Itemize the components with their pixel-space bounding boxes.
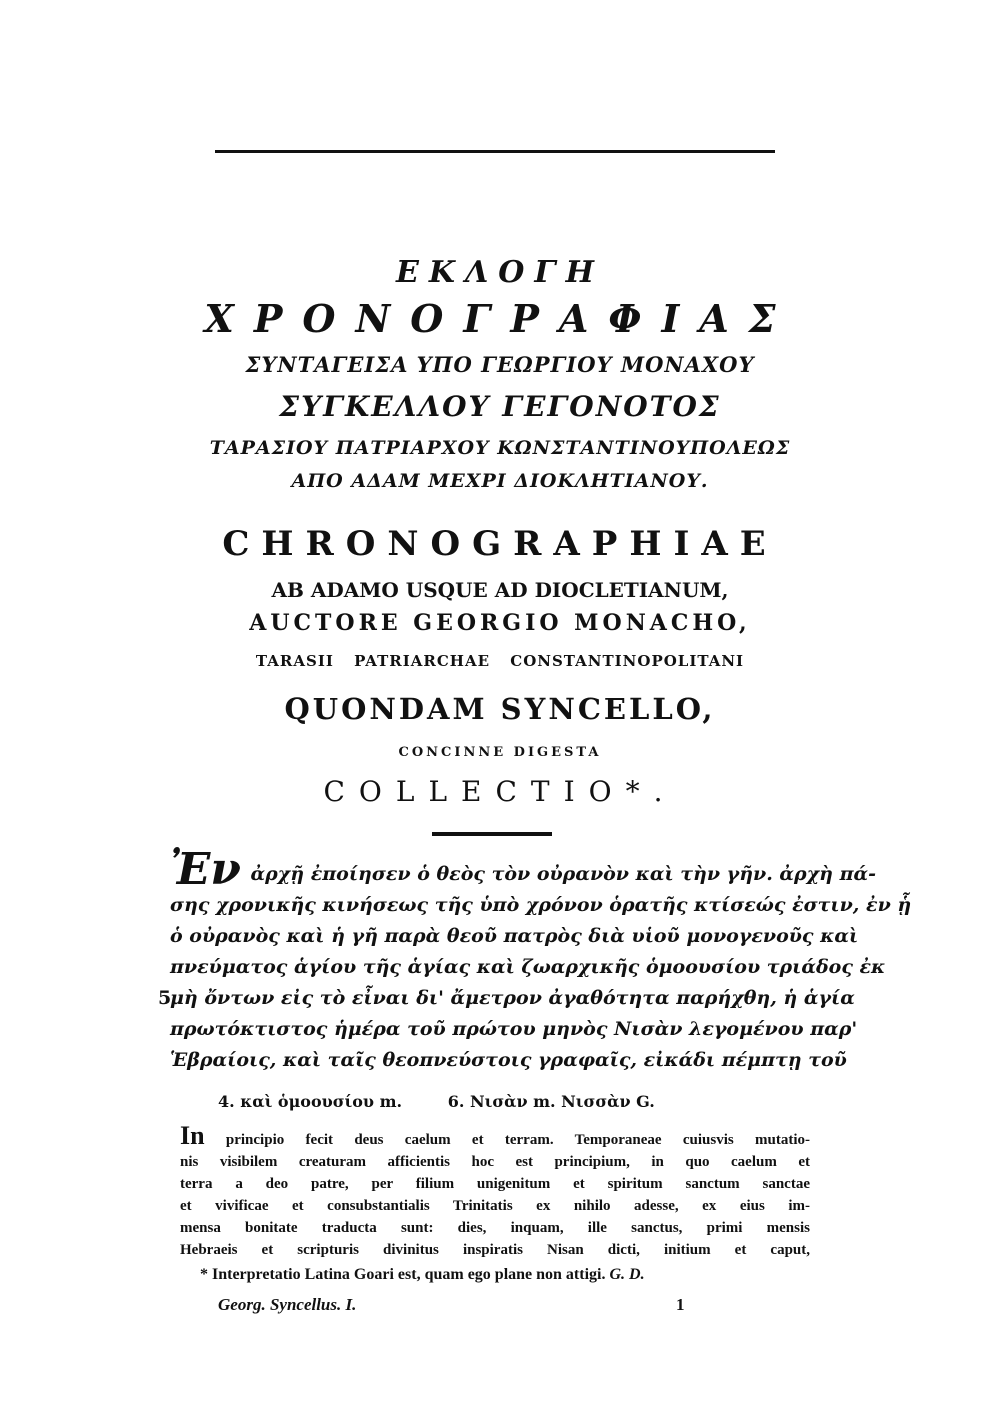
footnote-text: * Interpretatio Latina Goari est, quam ego plane non attigi. [200,1266,606,1283]
latin-subtitle-ab-adamo: AB ADAMO USQUE AD DIOCLETIANUM, [271,578,729,602]
latin-text-line [180,1151,810,1173]
greek-line-3: ὁ οὐρανὸς καὶ ἡ γῆ παρὰ θεοῦ πατρὸς διὰ υἱοῦ μονογενοῦς καὶ [170,925,859,947]
greek-line-4: πνεύματος ἁγίου τῆς ἁγίας καὶ ζωαρχικῆς ὁμοουσίου τριάδος ἐκ [170,956,886,978]
apparatus-note-2: 6. Νισὰν m. Νισσὰν G. [447,1092,655,1111]
latin-line-2: nis visibilem creaturam afficientis hoc est principium, in quo caelum et [180,1154,810,1170]
latin-text-line [180,1173,810,1195]
greek-line-1: ἀρχῇ ἐποίησεν ὁ θεὸς τὸν οὐρανὸν καὶ τὴν γῆν. ἀρχὴ πά- [250,863,877,885]
greek-line-5: μὴ ὄντων εἰς τὸ εἶναι δι' ἄμετρον ἀγαθότητα παρήχθη, ἡ ἁγία [170,987,855,1009]
latin-subtitle-tarasii: TARASII PATRIARCHAE CONSTANTINOPOLITANI [255,652,745,670]
apparatus-note-1: 4. καὶ ὁμοουσίου m. [218,1092,403,1111]
greek-text-line [170,844,877,895]
latin-translation [180,1121,811,1261]
latin-subtitle-collectio: COLLECTIO*. [323,775,677,808]
greek-subtitle-tarasiou: ΤΑΡΑΣΙΟΥ ΠΑΤΡΙΑΡΧΟΥ ΚΩΝΣΤΑΝΤΙΝΟΥΠΟΛΕΩΣ [209,437,791,459]
greek-text-line [170,1045,847,1076]
greek-line-2: σης χρονικῆς κινήσεως τῆς ὑπὸ χρόνον ὁρατῆς κτίσεώς ἐστιν, ἐν ᾗ [170,894,912,916]
latin-line-3: terra a deo patre, per filium unigenitum et spiritum sanctum sanctae [180,1176,810,1192]
critical-apparatus [218,1092,818,1111]
latin-line-4: et vivificae et consubstantialis Trinitatis ex nihilo adesse, ex eius im- [180,1198,810,1214]
greek-line-6: πρωτόκτιστος ἡμέρα τοῦ πρώτου μηνὸς Νισὰν λεγομένου παρ' [170,1018,858,1040]
footnote-initials: G. D. [609,1266,645,1283]
footnote [200,1266,800,1284]
greek-main-text [158,844,912,1076]
latin-title-chronographiae: CHRONOGRAPHIAE [222,524,778,564]
latin-dropcap: In [180,1121,205,1150]
latin-text-line [180,1121,811,1151]
greek-subtitle-synkellou: ΣΥΓΚΕΛΛΟΥ ΓΕΓΟΝΟΤΟΣ [279,390,721,423]
greek-dropcap: Ἐν [170,844,241,895]
greek-subtitle-apo-adam: ΑΠΟ ΑΔΑΜ ΜΕΧΡΙ ΔΙΟΚΛΗΤΙΑΝΟΥ. [291,470,709,492]
signature-mark: Georg. Syncellus. I. [218,1295,357,1314]
greek-title-chronographias: ΧΡΟΝΟΓΡΑΦΙΑΣ [204,296,796,341]
greek-text-line [170,1014,858,1045]
greek-text-line [170,890,912,921]
latin-subtitle-auctore: AUCTORE GEORGIO MONACHO, [249,610,751,636]
section-rule [432,832,552,836]
latin-text-line [180,1195,810,1217]
greek-text-line: 5μὴ ὄντων εἰς τὸ εἶναι δι' ἄμετρον ἀγαθότητα παρήχθη, ἡ ἁγία [158,987,855,1009]
page-footer [218,1295,798,1315]
latin-text-line [180,1239,810,1261]
latin-line-5: mensa bonitate traducta sunt: dies, inquam, ille sanctus, primi mensis [180,1220,810,1236]
greek-line-7: Ἑβραίοις, καὶ ταῖς θεοπνεύστοις γραφαῖς, εἰκάδι πέμπτῃ τοῦ [170,1049,847,1071]
latin-subtitle-quondam: QUONDAM SYNCELLO, [284,692,716,726]
latin-subtitle-concinne: CONCINNE DIGESTA [398,745,602,760]
greek-subtitle-syntageisa: ΣΥΝΤΑΓΕΙΣΑ ΥΠΟ ΓΕΩΡΓΙΟΥ ΜΟΝΑΧΟΥ [245,352,755,377]
greek-text-line [170,921,859,952]
top-rule [215,150,775,153]
page-number: 1 [676,1295,685,1314]
latin-line-6: Hebraeis et scripturis divinitus inspiratis Nisan dicti, initium et caput, [180,1242,810,1258]
latin-text-line [180,1217,810,1239]
greek-text-line [170,952,886,983]
greek-title-eklogi: ΕΚΛΟΓΗ [396,255,604,290]
latin-line-1: principio fecit deus caelum et terram. Temporaneae cuiusvis mutatio- [225,1132,811,1148]
